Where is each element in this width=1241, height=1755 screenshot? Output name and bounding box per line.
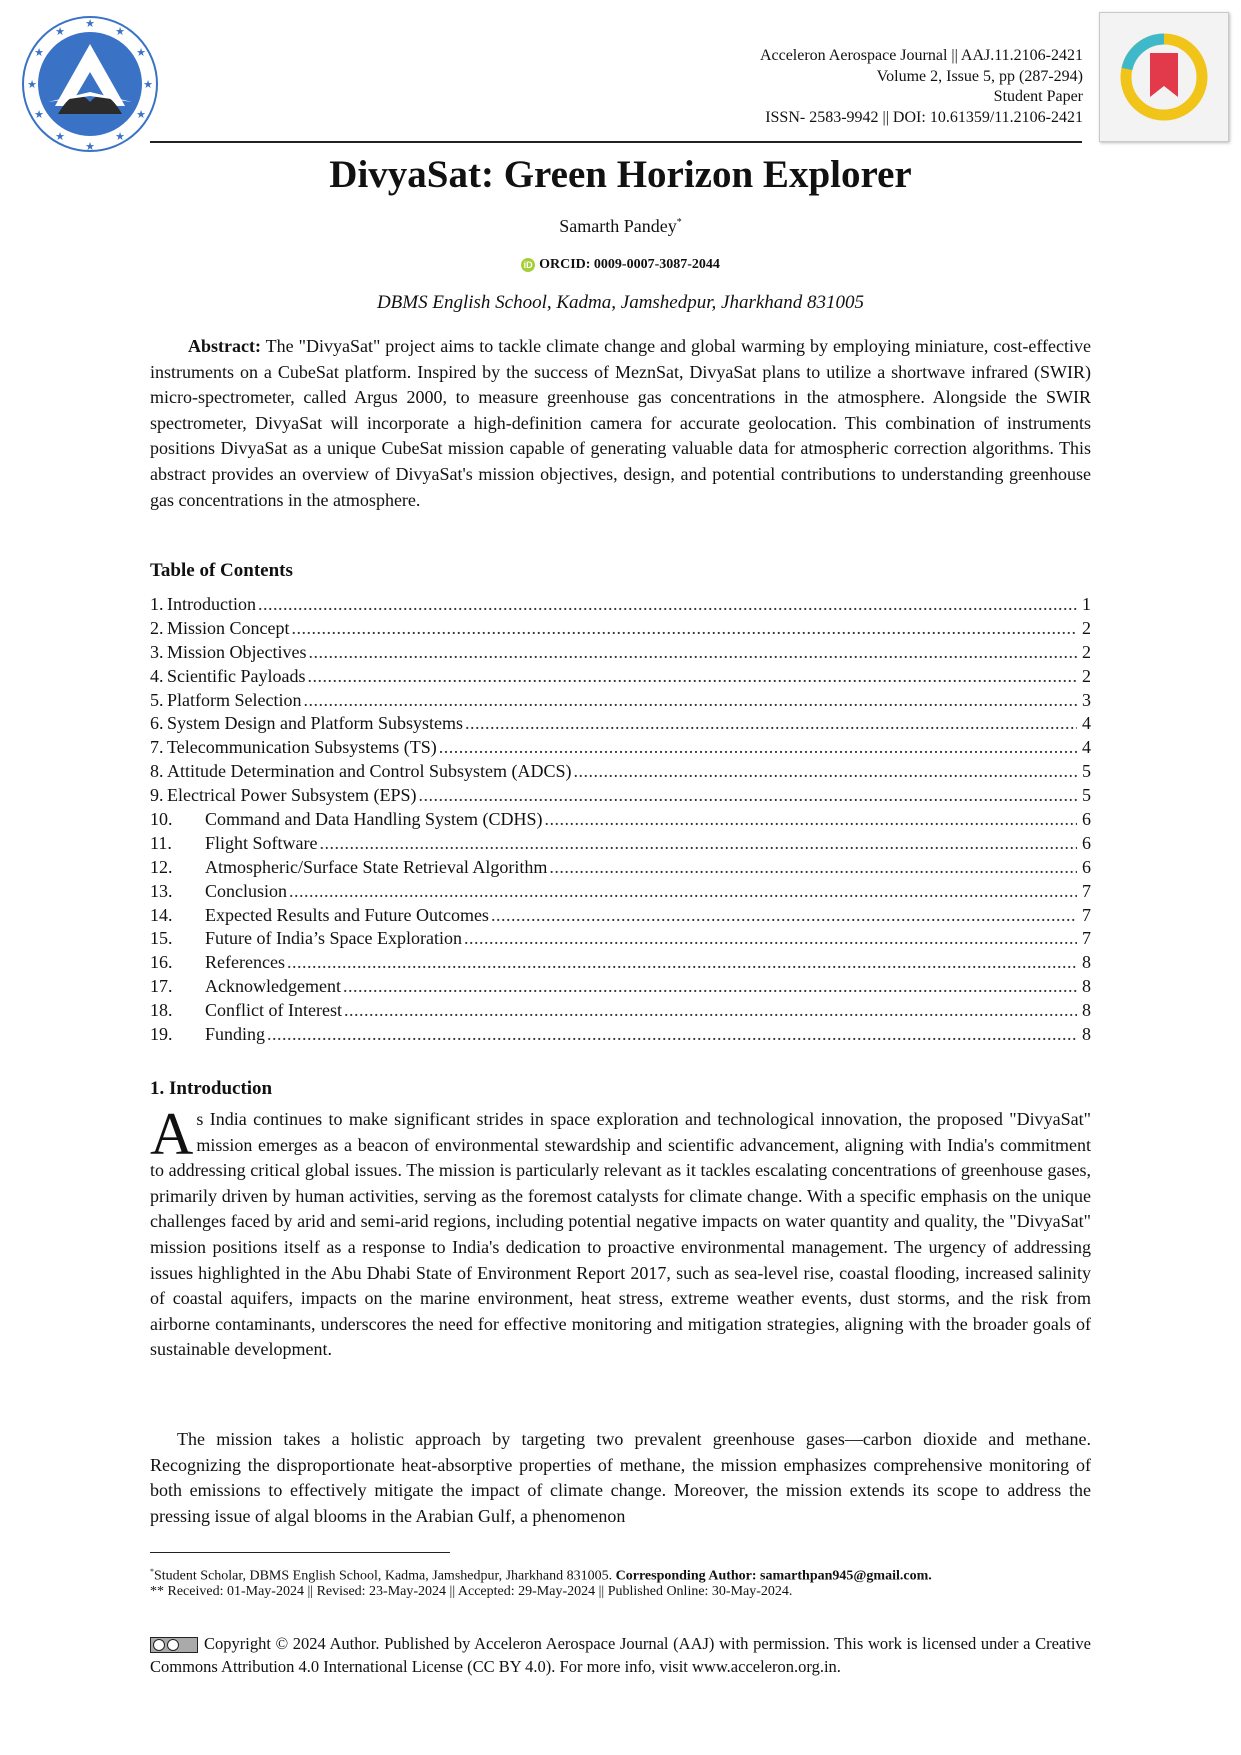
corresponding-author[interactable]: Corresponding Author: samarthpan945@gmail.com. [615,1568,932,1584]
toc-leader-dots [544,809,1077,830]
orcid-line[interactable] [0,257,1241,273]
toc-entry-title[interactable]: Introduction [167,594,256,614]
toc-entry-title[interactable]: Platform Selection [167,689,302,710]
license-text: Copyright © 2024 Author. Published by Acceleron Aerospace Journal (AAJ) with permission. This work is licensed under a Creative Commons Attribution 4.0 International License (CC BY 4.0). For more info, visit www.acceleron.org.in. [150,1634,1091,1676]
toc-entry-title[interactable]: Mission Objectives [167,641,307,662]
toc-entry-page: 1 [1082,594,1091,614]
toc-entry-number: 18. [150,1000,173,1021]
affiliation: DBMS English School, Kadma, Jamshedpur, Jharkhand 831005 [376,292,865,313]
toc-entry[interactable] [150,1000,1091,1024]
toc-entry-number: 8. [150,761,164,782]
section-heading-introduction: 1. Introduction [150,1078,273,1099]
toc-entry-number: 16. [150,952,173,973]
bookmark-ring-icon [1100,13,1228,141]
toc-entry-page: 8 [1082,976,1091,997]
toc-leader-dots [491,905,1077,926]
toc-entry-page: 5 [1082,761,1091,782]
toc-entry-title[interactable]: References [205,952,285,973]
toc-entry-page: 8 [1082,952,1091,973]
toc-entry-title[interactable]: System Design and Platform Subsystems [167,713,463,734]
svg-text:★: ★ [85,17,95,30]
svg-text:★: ★ [115,25,125,38]
toc-entry-page: 6 [1082,809,1091,830]
toc-entry-title[interactable]: Electrical Power Subsystem (EPS) [167,785,417,806]
journal-line-4: ISSN- 2583-9942 || DOI: 10.61359/11.2106-2421 [765,108,1083,126]
toc-entry-page: 6 [1082,832,1091,853]
toc-entry-page: 2 [1082,641,1091,662]
introduction-text-1: s India continues to make significant strides in space exploration and technological innovation, the proposed "DivyaSat" mission emerges as a beacon of environmental stewardship and scientific advancement, aligning with India's commitment to addressing critical global issues. The mission is particularly relevant as it tackles escalating concentrations of greenhouse gases, primarily driven by human activities, serving as the foremost catalysts for climate change. With a specific emphasis on the unique challenges faced by arid and semi-arid regions, including potential negative impacts on water quantity and quality, the "DivyaSat" mission positions itself as a response to India's dedication to proactive environmental management. The urgency of addressing issues highlighted in the Abu Dhabi State of Environment Report 2017, such as sea-level rise, coastal flooding, increased salinity of coastal aquifers, impacts on the marine environment, heat stress, extreme weather events, dust storms, and the risk from airborne contaminants, underscores the need for effective monitoring and mitigation strategies, aligning with the broader goals of sustainable development. [150,1109,1091,1360]
footnote-1-text: Student Scholar, DBMS English School, Kadma, Jamshedpur, Jharkhand 831005. [154,1568,616,1584]
toc-entry-number: 11. [150,832,172,853]
toc-entry[interactable] [150,737,1091,761]
abstract [150,334,1091,513]
journal-line-3: Student Paper [993,88,1083,105]
toc-leader-dots [303,690,1077,711]
abstract-label: Abstract: [188,336,261,356]
toc-entry[interactable] [150,833,1091,857]
footnote-2: ** Received: 01-May-2024 || Revised: 23-May-2024 || Accepted: 29-May-2024 || Published Online: 30-May-2024. [150,1584,793,1599]
toc-entry-page: 7 [1082,928,1091,949]
svg-text:★: ★ [136,46,146,59]
toc-entry-title[interactable]: Command and Data Handling System (CDHS) [205,809,543,830]
toc-entry[interactable] [150,642,1091,666]
toc-entry[interactable] [150,928,1091,952]
toc-entry[interactable] [150,1024,1091,1048]
check-for-updates-badge[interactable] [1099,12,1229,142]
toc-entry-title[interactable]: Acknowledgement [205,976,341,997]
introduction-paragraph-1 [150,1101,1091,1363]
toc-entry-number: 2. [150,617,164,638]
svg-text:★: ★ [136,108,146,121]
toc-entry-title[interactable]: Mission Concept [167,617,290,638]
journal-info [760,46,1083,128]
svg-text:★: ★ [34,46,44,59]
toc-entry-number: 3. [150,641,164,662]
svg-text:★: ★ [85,140,95,153]
toc-entry-page: 2 [1082,665,1091,686]
toc-entry-number: 19. [150,1024,173,1045]
table-of-contents [150,594,1091,1048]
toc-entry-number: 6. [150,713,164,734]
toc-entry[interactable] [150,809,1091,833]
svg-text:★: ★ [27,78,37,91]
toc-entry[interactable] [150,952,1091,976]
toc-entry-title[interactable]: Expected Results and Future Outcomes [205,904,489,925]
toc-leader-dots [464,928,1077,949]
toc-entry[interactable] [150,690,1091,714]
toc-entry[interactable] [150,976,1091,1000]
toc-entry[interactable] [150,713,1091,737]
toc-leader-dots [320,833,1078,854]
toc-entry-number: 4. [150,665,164,686]
toc-entry-page: 7 [1082,880,1091,901]
toc-entry-title[interactable]: Telecommunication Subsystems (TS) [167,737,437,758]
toc-leader-dots [439,737,1077,758]
toc-leader-dots [344,1000,1077,1021]
svg-text:★: ★ [55,25,65,38]
svg-text:★: ★ [55,130,65,143]
toc-entry-page: 8 [1082,1000,1091,1021]
journal-line-2: Volume 2, Issue 5, pp (287-294) [876,67,1083,85]
toc-entry-number: 12. [150,856,173,877]
header-rule [150,141,1082,143]
toc-entry-number: 1. [150,594,164,614]
paper-title: DivyaSat: Green Horizon Explorer [329,153,912,196]
orcid-icon: iD [521,258,535,272]
author-mark: * [676,217,682,228]
toc-leader-dots [418,785,1077,806]
toc-entry[interactable] [150,666,1091,690]
toc-entry-title[interactable]: Flight Software [205,832,318,853]
toc-entry-page: 7 [1082,904,1091,925]
toc-entry-page: 4 [1082,737,1091,758]
toc-leader-dots [549,857,1077,878]
toc-entry[interactable] [150,785,1091,809]
footnote-mark: * [150,1567,154,1576]
toc-heading: Table of Contents [150,560,293,581]
toc-entry-number: 17. [150,976,173,997]
author-line [0,216,1241,237]
toc-entry-page: 8 [1082,1024,1091,1045]
svg-text:★: ★ [143,78,153,91]
journal-line-1: Acceleron Aerospace Journal || AAJ.11.2106-2421 [759,47,1083,64]
cc-by-icon[interactable] [150,1637,198,1653]
toc-entry-page: 6 [1082,856,1091,877]
toc-entry-number: 5. [150,689,164,710]
toc-leader-dots [465,713,1077,734]
toc-entry-number: 14. [150,904,173,925]
footnote-rule [150,1552,450,1553]
toc-leader-dots [309,642,1078,663]
journal-logo-icon [20,14,160,154]
toc-entry[interactable] [150,905,1091,929]
toc-entry-number: 10. [150,809,173,830]
toc-entry-number: 9. [150,785,164,806]
toc-entry-number: 7. [150,737,164,758]
toc-entry[interactable] [150,761,1091,785]
toc-leader-dots [289,881,1077,902]
toc-entry[interactable] [150,594,1091,618]
toc-entry[interactable] [150,857,1091,881]
toc-entry-title[interactable]: Scientific Payloads [167,665,306,686]
toc-entry-title[interactable]: Conflict of Interest [205,1000,342,1021]
toc-entry-title[interactable]: Funding [205,1024,266,1045]
author-name: Samarth Pandey [559,216,677,236]
toc-leader-dots [307,666,1077,687]
toc-leader-dots [267,1024,1077,1045]
toc-entry-title[interactable]: Attitude Determination and Control Subsystem (ADCS) [167,761,572,782]
toc-entry-title[interactable]: Atmospheric/Surface State Retrieval Algorithm [205,856,548,877]
license-notice [150,1632,1091,1678]
drop-cap: A [150,1101,194,1167]
toc-entry-title[interactable]: Conclusion [205,880,288,901]
toc-entry-page: 5 [1082,785,1091,806]
abstract-text: The "DivyaSat" project aims to tackle climate change and global warming by employing miniature, cost-effective instruments on a CubeSat platform. Inspired by the success of MeznSat, DivyaSat plans to utilize a shortwave infrared (SWIR) micro-spectrometer, called Argus 2000, to measure greenhouse gas concentrations in the atmosphere. Alongside the SWIR spectrometer, DivyaSat will incorporate a high-definition camera for accurate geolocation. This combination of instruments positions DivyaSat as a unique CubeSat mission capable of generating valuable data for atmospheric correction algorithms. This abstract provides an overview of DivyaSat's mission objectives, design, and potential contributions to understanding greenhouse gas concentrations in the atmosphere. [150,336,1091,510]
toc-leader-dots [343,976,1077,997]
toc-entry-page: 4 [1082,713,1091,734]
svg-text:★: ★ [34,108,44,121]
toc-entry[interactable] [150,618,1091,642]
svg-text:★: ★ [115,130,125,143]
introduction-paragraph-2: The mission takes a holistic approach by targeting two prevalent greenhouse gases—carbon dioxide and methane. Recognizing the disproportionate heat-absorptive properties of methane, the mission emphasizes comprehensive monitoring of both emissions to effectively mitigate the impact of climate change. Moreover, the mission extends its scope to address the pressing issue of algal blooms in the Arabian Gulf, a phenomenon [150,1429,1091,1526]
toc-leader-dots [258,594,1077,615]
toc-entry-title[interactable]: Future of India’s Space Exploration [205,928,462,949]
toc-entry-number: 15. [150,928,173,949]
toc-entry[interactable] [150,881,1091,905]
toc-leader-dots [573,761,1077,782]
toc-entry-page: 3 [1082,689,1091,710]
toc-leader-dots [287,952,1077,973]
orcid-id[interactable]: ORCID: 0009-0007-3087-2044 [539,257,720,272]
toc-entry-number: 13. [150,880,173,901]
toc-leader-dots [292,618,1077,639]
toc-entry-page: 2 [1082,617,1091,638]
